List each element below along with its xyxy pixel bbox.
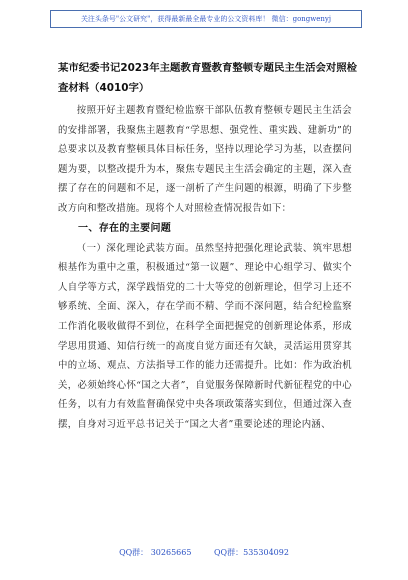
document-body <box>58 101 352 435</box>
section-paragraph: （一）深化理论武装方面。虽然坚持把强化理论武装、筑牢思想根基作为重中之重，积极通过“第一议题”、理论中心组学习、做实个人自学等方式，深学践悟党的二十大等党的创新理论，但学习上还不够系统、全面、深入，存在学而不精、学而不深问题，结合纪检监察工作消化吸收做得不到位，在科学全面把握党的创新理论体系，形成学思用贯通、知信行统一的高度自觉方面还有欠缺，灵活运用贯穿其中的立场、观点、方法指导工作的能力还需提升。比如：作为政治机关，必须始终心怀“国之大者”，自觉服务保障新时代新征程党的中心任务，以有力有效监督确保党中央各项政策落实到位，但通过深入查摆，自身对习近平总书记关于“国之大者”重要论述的理论内涵、 <box>58 242 352 430</box>
footer-qq-group-2: QQ群：535304092 <box>214 548 289 557</box>
section-heading: 一、存在的主要问题 <box>78 222 172 234</box>
intro-paragraph: 按照开好主题教育暨纪检监察干部队伍教育整顿专题民主生活会的安排部署，我聚焦主题教育“学思想、强党性、重实践、建新功”的总要求以及教育整顿具体目标任务，坚持以理论学习为基，以查摆问题为要，以整改提升为本，聚焦专题民主生活会确定的主题，深入查摆了存在的问题和不足，逐一剖析了产生问题的根源，明确了下步整改方向和整改措施。现将个人对照检查情况报告如下： <box>58 105 352 214</box>
footer-qq-group-1: QQ群： 30265665 <box>119 548 192 557</box>
header-banner: 关注头条号"公文研究"，获得最新最全最专业的公文资料库！ 微信：gongwenyj <box>50 10 362 28</box>
footer <box>0 545 408 561</box>
document-title: 某市纪委书记2023年主题教育暨教育整顿专题民主生活会对照检查材料（4010字） <box>58 62 358 94</box>
